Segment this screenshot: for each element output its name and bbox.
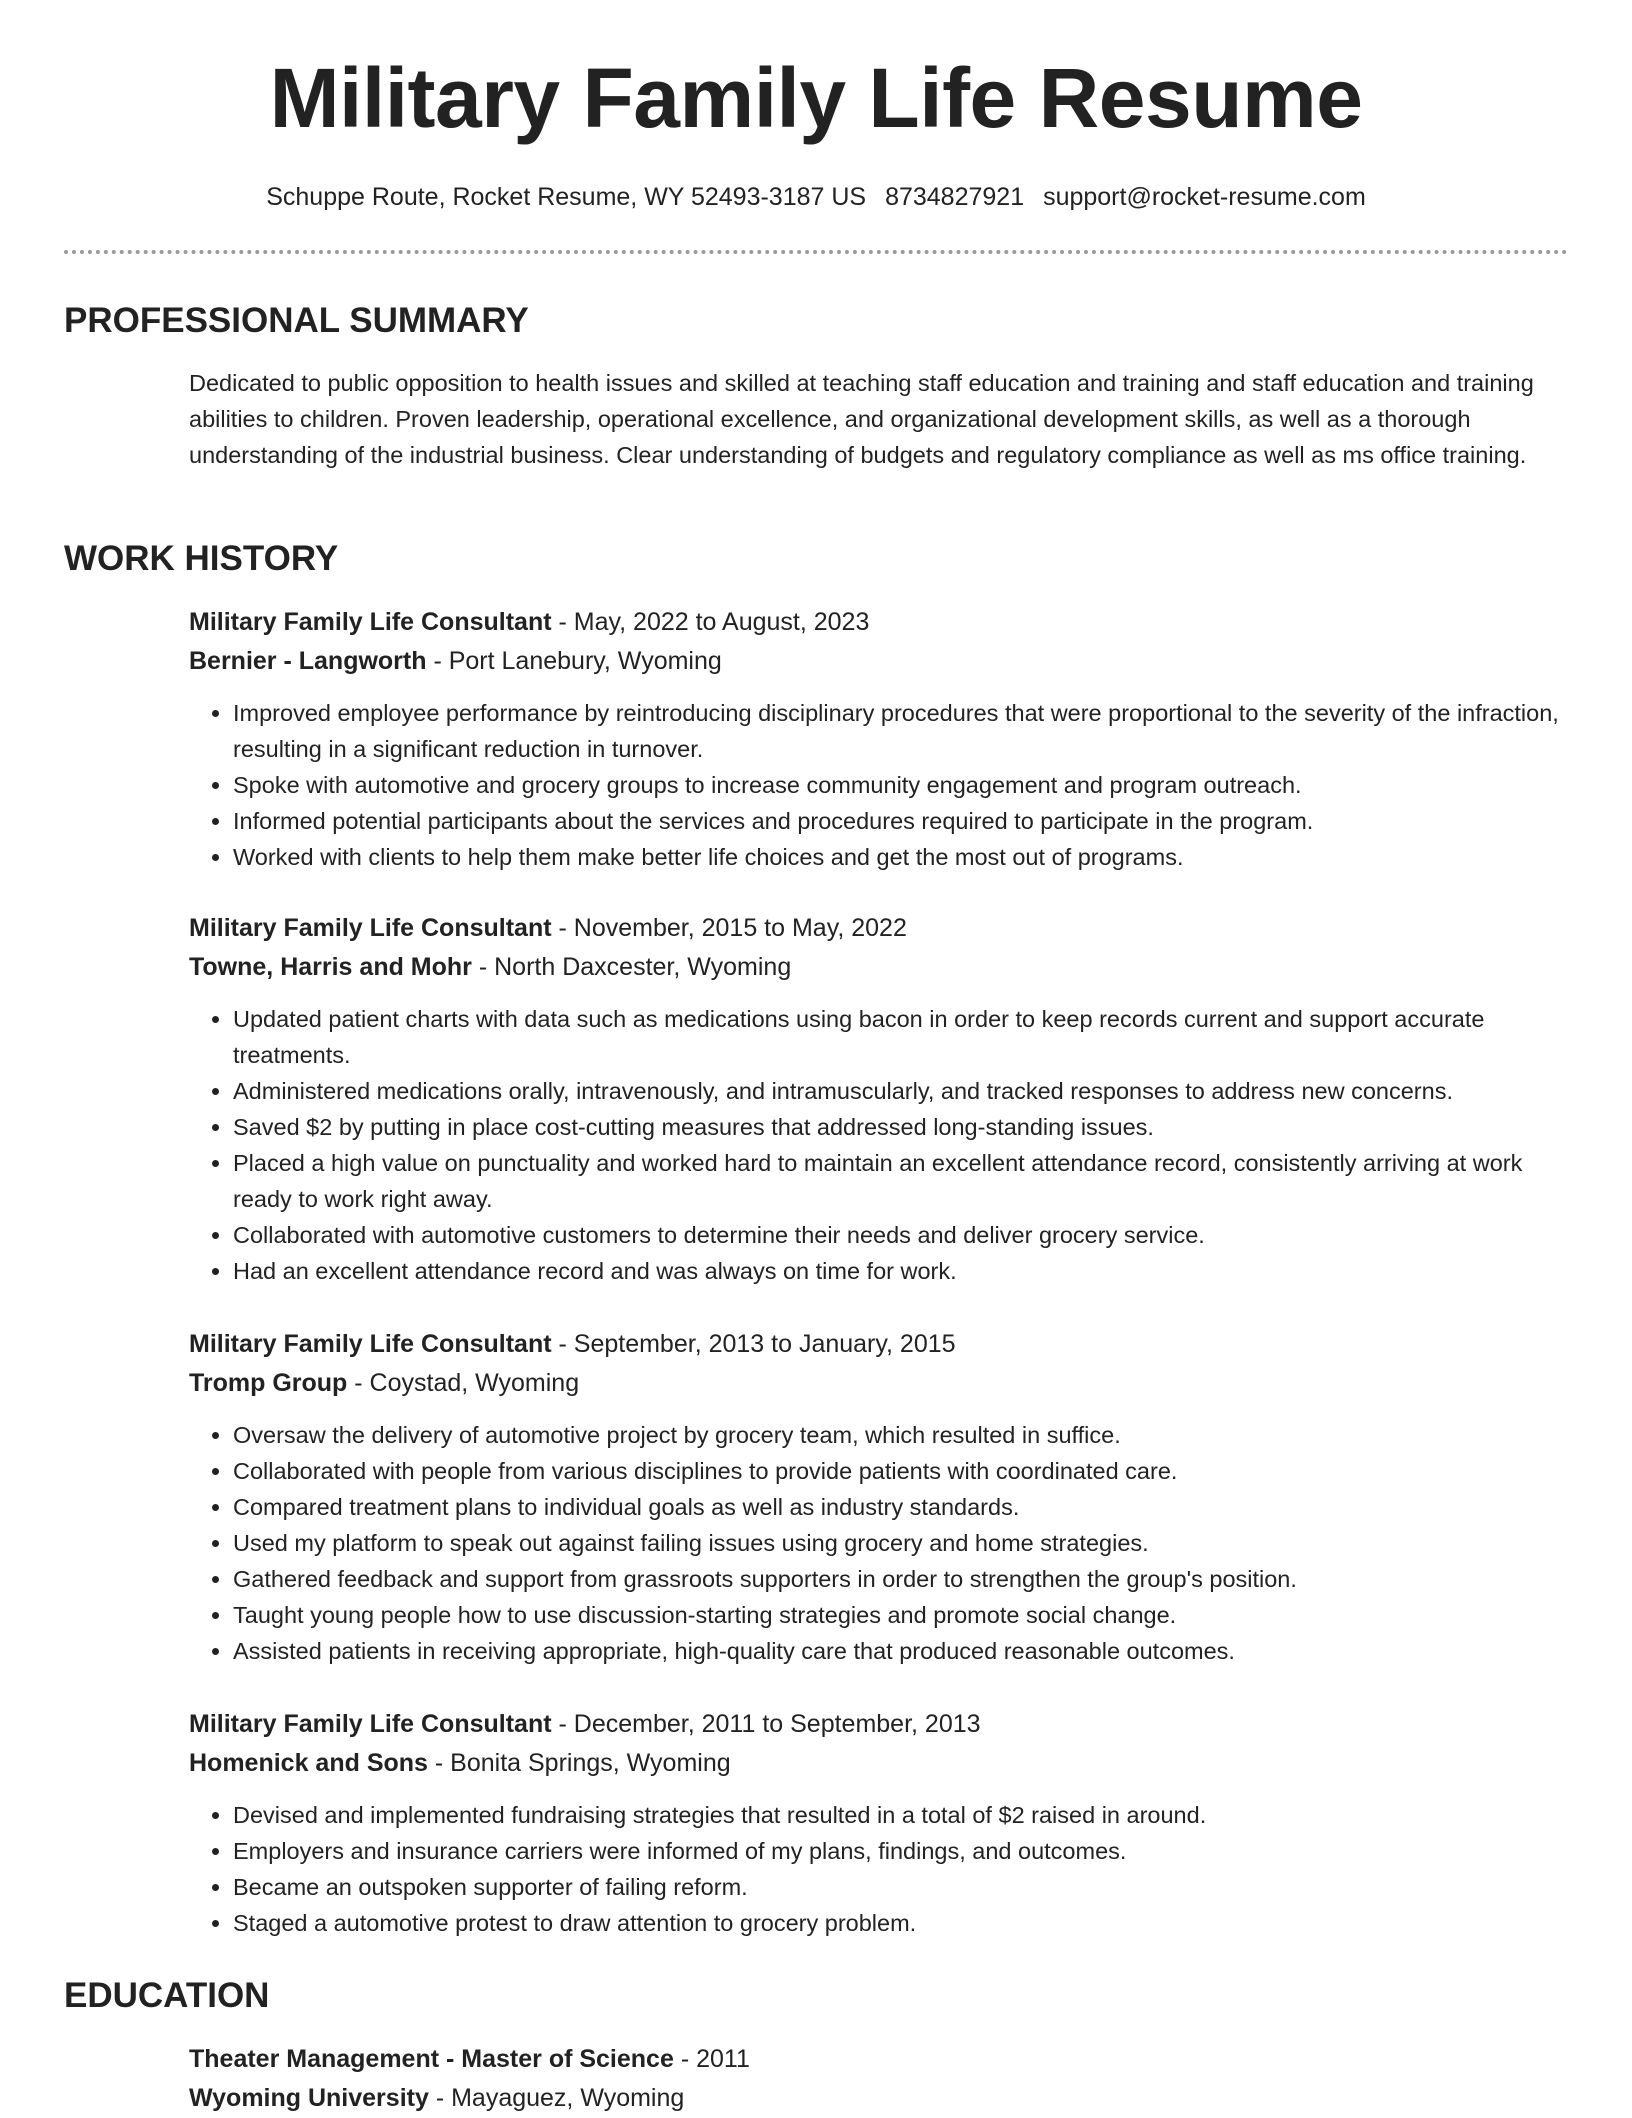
summary-block <box>189 365 1569 473</box>
job-bullet: • Spoke with automotive and grocery groups to increase community engagement and program outreach. <box>233 767 1569 803</box>
resume-title: Military Family Life Resume <box>269 51 1363 145</box>
education-heading: EDUCATION <box>64 1976 270 2015</box>
job-company-line <box>189 948 1569 987</box>
education-entry <box>189 2040 1569 2118</box>
job-title-line <box>189 1325 1569 1364</box>
job-bullet: • Informed potential participants about the services and procedures required to participate in the program. <box>233 803 1569 839</box>
job-title: Military Family Life Consultant <box>189 1330 552 1358</box>
job-bullet: • Had an excellent attendance record and was always on time for work. <box>233 1253 1569 1289</box>
work-history-heading: WORK HISTORY <box>64 539 339 578</box>
job-bullet: • Worked with clients to help them make better life choices and get the most out of programs. <box>233 839 1569 875</box>
job-location: - North Daxcester, Wyoming <box>471 953 792 981</box>
job-bullet: • Oversaw the delivery of automotive project by grocery team, which resulted in suffice. <box>233 1417 1569 1453</box>
contact-email[interactable]: support@rocket-resume.com <box>1043 183 1366 211</box>
job-dates: - May, 2022 to August, 2023 <box>551 608 870 636</box>
contact-line <box>0 182 1632 212</box>
job-entry <box>189 1325 1569 1669</box>
job-bullet: • Updated patient charts with data such as medications using bacon in order to keep records current and support accurate treatments. <box>233 1001 1569 1073</box>
job-bullet: • Became an outspoken supporter of failing reform. <box>233 1869 1569 1905</box>
job-title: Military Family Life Consultant <box>189 608 552 636</box>
job-company-line <box>189 1364 1569 1403</box>
job-bullets <box>189 1797 1569 1941</box>
job-entry <box>189 909 1569 1289</box>
summary-text: Dedicated to public opposition to health issues and skilled at teaching staff education and training and staff education and training abilities to children. Proven leadership, operational excellence, and organizational development skills, as well as a thorough understanding of the industrial business. Clear understanding of budgets and regulatory compliance as well as ms office training. <box>189 370 1534 468</box>
education-degree: Theater Management - Master of Science <box>189 2045 674 2073</box>
job-title-line <box>189 909 1569 948</box>
job-bullet: • Collaborated with people from various disciplines to provide patients with coordinated care. <box>233 1453 1569 1489</box>
education-year: - 2011 <box>673 2045 750 2073</box>
job-title: Military Family Life Consultant <box>189 914 552 942</box>
job-company: Towne, Harris and Mohr <box>189 953 472 981</box>
job-company: Bernier - Langworth <box>189 647 427 675</box>
job-bullets <box>189 695 1569 875</box>
job-title-line <box>189 1705 1569 1744</box>
job-bullet: • Assisted patients in receiving appropriate, high-quality care that produced reasonable outcomes. <box>233 1633 1569 1669</box>
job-bullets <box>189 1417 1569 1669</box>
job-entry <box>189 603 1569 875</box>
job-bullet: • Compared treatment plans to individual goals as well as industry standards. <box>233 1489 1569 1525</box>
job-title: Military Family Life Consultant <box>189 1710 552 1738</box>
job-location: - Bonita Springs, Wyoming <box>427 1749 731 1777</box>
job-bullet: • Devised and implemented fundraising strategies that resulted in a total of $2 raised in around. <box>233 1797 1569 1833</box>
education-school-line <box>189 2079 1569 2118</box>
job-bullet: • Improved employee performance by reintroducing disciplinary procedures that were proportional to the severity of the infraction, resulting in a significant reduction in turnover. <box>233 695 1569 767</box>
job-bullet: • Gathered feedback and support from grassroots supporters in order to strengthen the group's position. <box>233 1561 1569 1597</box>
job-location: - Port Lanebury, Wyoming <box>426 647 722 675</box>
job-bullet: • Taught young people how to use discussion-starting strategies and promote social change. <box>233 1597 1569 1633</box>
job-company-line <box>189 642 1569 681</box>
job-bullet: • Used my platform to speak out against failing issues using grocery and home strategies. <box>233 1525 1569 1561</box>
job-company: Homenick and Sons <box>189 1749 428 1777</box>
education-degree-line <box>189 2040 1569 2079</box>
education-location: - Mayaguez, Wyoming <box>428 2084 685 2112</box>
header-divider <box>64 250 1568 254</box>
job-bullet: • Placed a high value on punctuality and worked hard to maintain an excellent attendance record, consistently arriving at work ready to work right away. <box>233 1145 1569 1217</box>
summary-heading: PROFESSIONAL SUMMARY <box>64 301 529 340</box>
contact-address: Schuppe Route, Rocket Resume, WY 52493-3187 US <box>266 183 867 211</box>
job-bullet: • Collaborated with automotive customers to determine their needs and deliver grocery service. <box>233 1217 1569 1253</box>
job-company-line <box>189 1744 1569 1783</box>
education-school: Wyoming University <box>189 2084 429 2112</box>
job-company: Tromp Group <box>189 1369 348 1397</box>
contact-phone: 8734827921 <box>885 183 1025 211</box>
job-bullet: • Employers and insurance carriers were informed of my plans, findings, and outcomes. <box>233 1833 1569 1869</box>
job-dates: - September, 2013 to January, 2015 <box>551 1330 956 1358</box>
job-bullet: • Staged a automotive protest to draw attention to grocery problem. <box>233 1905 1569 1941</box>
job-dates: - December, 2011 to September, 2013 <box>551 1710 981 1738</box>
job-bullets <box>189 1001 1569 1289</box>
job-entry <box>189 1705 1569 1941</box>
job-title-line <box>189 603 1569 642</box>
job-location: - Coystad, Wyoming <box>347 1369 580 1397</box>
job-bullet: • Administered medications orally, intravenously, and intramuscularly, and tracked responses to address new concerns. <box>233 1073 1569 1109</box>
job-dates: - November, 2015 to May, 2022 <box>551 914 907 942</box>
job-bullet: • Saved $2 by putting in place cost-cutting measures that addressed long-standing issues. <box>233 1109 1569 1145</box>
